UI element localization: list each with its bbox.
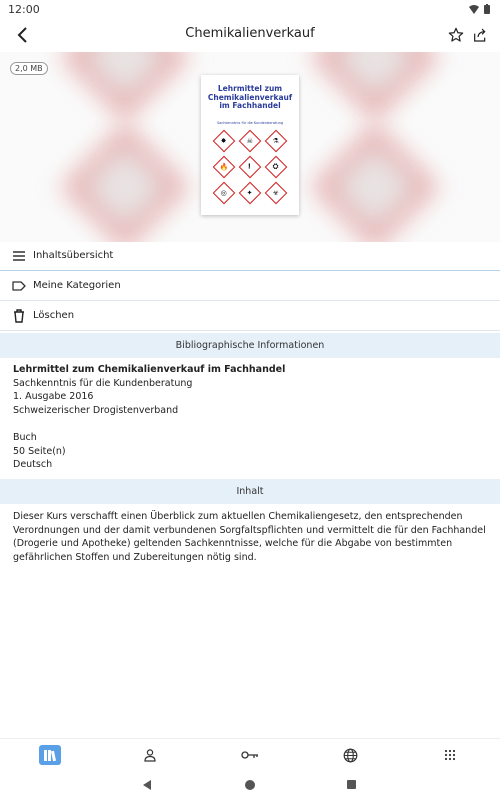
label-tag-icon [12,279,26,293]
wifi-icon [469,5,479,14]
book-type: Buch [13,432,37,443]
hazard-symbol-icon: ⚗ [265,130,288,153]
share-button[interactable] [468,23,492,47]
bottom-navigation [0,738,500,770]
nav-library[interactable] [39,745,61,765]
book-language: Deutsch [13,459,53,470]
system-recents-icon[interactable] [347,780,356,789]
profile-icon [143,748,157,762]
menu-item-delete[interactable] [0,301,500,331]
nav-profile[interactable] [139,745,161,765]
hazard-symbol-icon: ✦ [239,182,262,205]
menu-item-my-categories[interactable] [0,271,500,301]
status-time: 12:00 [8,2,40,16]
library-icon [43,749,57,762]
hazard-symbol-icon: ! [239,156,262,179]
app-bar [0,18,500,52]
apps-grid-icon [444,749,456,761]
list-menu-icon [12,249,26,263]
page-title: Chemikalienverkauf [185,26,315,41]
hazard-symbol-icon: 🔥 [213,156,236,179]
file-size-badge: 2,0 MB [10,62,48,75]
hazard-symbol-icon: ◎ [213,182,236,205]
trash-icon [12,309,26,323]
hazard-symbol-icon: ⛭ [265,156,288,179]
nav-key[interactable] [239,745,261,765]
cover-subtitle: Sachkenntnis für die Kundenberatung [216,121,284,125]
system-home-icon[interactable] [245,780,255,790]
blurred-backdrop [311,123,438,242]
status-bar [0,0,500,18]
system-navigation-bar [0,772,500,800]
menu-item-label: Meine Kategorien [33,280,121,291]
book-publisher: Schweizerischer Drogistenverband [13,404,179,416]
book-edition: 1. Ausgabe 2016 [13,391,94,402]
blurred-backdrop [311,52,438,121]
share-icon [472,27,488,43]
nav-globe[interactable] [339,745,361,765]
cover-hero [0,52,500,242]
menu-item-label: Inhaltsübersicht [33,250,114,261]
hazard-symbol-icon: ☠ [239,130,262,153]
menu-item-table-of-contents[interactable] [0,241,500,271]
book-title: Lehrmittel zum Chemikalienverkauf im Fachhandel [13,364,286,375]
nav-apps[interactable] [439,745,461,765]
book-pages: 50 Seite(n) [13,445,66,457]
key-icon [241,750,259,760]
system-back-icon[interactable] [143,780,151,790]
battery-icon [484,4,490,14]
hazard-symbol-icon: ☣ [265,182,288,205]
blurred-backdrop [61,123,188,242]
book-subtitle: Sachkenntnis für die Kundenberatung [13,377,193,389]
section-header-bibliography: Bibliographische Informationen [0,333,500,358]
hazard-symbol-grid [213,129,287,201]
book-cover[interactable] [201,75,299,215]
star-outline-icon [448,27,464,43]
blurred-backdrop [61,52,188,121]
globe-icon [343,748,358,763]
status-icons [469,4,490,14]
bibliographic-info [13,363,487,472]
cover-title: Lehrmittel zum Chemikalienverkauf im Fachhandel [207,84,293,110]
content-description: Dieser Kurs verschafft einen Überblick zum aktuellen Chemikaliengesetz, den entsprechenden Verordnungen und der damit verbundenen Sorgfaltspflichten und vermittelt die für den Fachhandel (Drogerie und Apotheke) geltenden Sachkenntnisse, welche für die Abgabe von bestimmten gefährlichen Stoffen und Zubereitungen nötig sind. [13,511,486,563]
spacer [13,417,487,431]
favorite-button[interactable] [444,23,468,47]
section-header-content: Inhalt [0,479,500,504]
menu-item-label: Löschen [33,310,75,321]
hazard-symbol-icon: ✸ [213,130,236,153]
